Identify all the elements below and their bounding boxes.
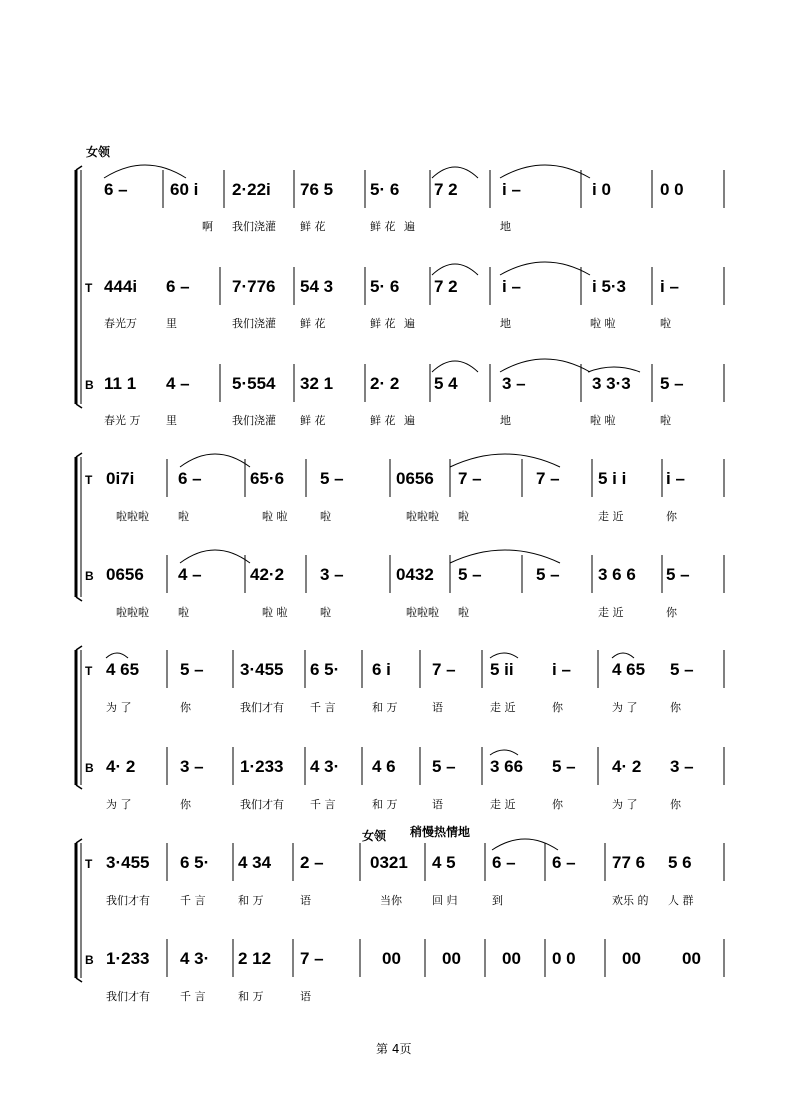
note-group: 6 i (372, 660, 391, 679)
slur (588, 367, 640, 372)
note-group: 5·554 (232, 374, 276, 393)
note-group: 4 3· (310, 757, 340, 776)
note-group: 00 (442, 949, 461, 968)
note-group: 7 – (458, 469, 482, 488)
note-group: 3 – (180, 757, 204, 776)
lyric-text: 啦 (178, 606, 189, 619)
lyric-text: 当你 (380, 894, 402, 907)
note-group: 00 (502, 949, 521, 968)
lyric-text: 里 (166, 317, 177, 330)
lyric-text: 语 (300, 990, 311, 1003)
lyric-text: 啦 啦 (262, 606, 288, 619)
note-group: 0 0 (552, 949, 576, 968)
slur (612, 653, 634, 658)
note-group: 00 (682, 949, 701, 968)
lyric-text: 你 (670, 701, 681, 714)
note-group: 2 12 (238, 949, 272, 968)
system-bracket-hook (76, 597, 82, 601)
note-group: 5 – (536, 565, 560, 584)
lyric-text: 你 (180, 701, 191, 714)
lyric-text: 春光万 (104, 317, 137, 330)
note-group: 1·233 (106, 949, 150, 968)
lyric-text: 里 (166, 414, 177, 427)
note-group: 5 – (458, 565, 482, 584)
lyric-text: 语 (432, 798, 443, 811)
note-group: 0321 (370, 853, 408, 872)
note-group: 11 1 (104, 374, 137, 393)
note-group: 2 – (300, 853, 324, 872)
note-group: 7 – (432, 660, 456, 679)
lyric-text: 走 近 (598, 510, 624, 523)
note-group: 7 2 (434, 277, 458, 296)
note-group: 4 – (178, 565, 202, 584)
lyric-text: 和 万 (238, 894, 264, 907)
note-group: 32 1 (300, 374, 334, 393)
note-group: 7·776 (232, 277, 276, 296)
note-group: 77 6 (612, 853, 646, 872)
lyric-text: 啦 啦 (262, 510, 288, 523)
note-group: 6 – (166, 277, 190, 296)
lyric-text: 啦 (320, 606, 331, 619)
note-group: 0656 (106, 565, 144, 584)
lyric-text: 走 近 (490, 798, 516, 811)
lyric-text: 鲜 花 (370, 317, 396, 330)
note-group: i – (666, 469, 685, 488)
note-group: 3 – (502, 374, 526, 393)
lyric-text: 你 (552, 701, 563, 714)
note-group: 7 – (300, 949, 324, 968)
slur (432, 361, 478, 372)
lyric-text: 我们才有 (106, 894, 150, 907)
system-bracket-hook (76, 166, 82, 170)
slur (180, 550, 250, 563)
note-group: 5 6 (668, 853, 692, 872)
page-footer: 第 4页 (376, 1042, 412, 1056)
note-group: 42·2 (250, 565, 285, 584)
slur (490, 653, 518, 658)
note-group: 7 2 (434, 180, 458, 199)
slur (104, 165, 186, 178)
slur (492, 839, 558, 850)
lyric-text: 你 (666, 606, 677, 619)
lyric-text: 啦 (660, 414, 671, 427)
part-label: B (85, 378, 94, 392)
system-bracket-hook (76, 978, 82, 982)
note-group: 5· 6 (370, 180, 400, 199)
note-group: 2· 2 (370, 374, 400, 393)
note-group: 0656 (396, 469, 434, 488)
lyric-text: 鲜 花 (370, 220, 396, 233)
system-bracket-hook (76, 839, 82, 843)
lyric-text: 和 万 (372, 701, 398, 714)
note-group: 5 – (666, 565, 690, 584)
slur (500, 359, 590, 372)
note-group: i 5·3 (592, 277, 627, 296)
lyric-text: 我们才有 (240, 701, 284, 714)
lyric-text: 千 言 (310, 798, 336, 811)
note-group: 4 3· (180, 949, 210, 968)
note-group: i 0 (592, 180, 611, 199)
part-label: B (85, 953, 94, 967)
system-bracket-hook (76, 404, 82, 408)
note-group: 3 3·3 (592, 374, 631, 393)
lyric-text: 啦 啦 (590, 414, 616, 427)
note-group: 7 – (536, 469, 560, 488)
lyric-text: 我们浇灌 (232, 317, 276, 330)
note-group: 3 66 (490, 757, 524, 776)
lyric-text: 啦啦啦 (406, 606, 439, 619)
note-group: 2·22i (232, 180, 271, 199)
marker-female-lead-1: 女领 (86, 145, 111, 159)
slur (490, 750, 518, 755)
lyric-text: 啦啦啦 (116, 606, 149, 619)
lyric-text: 啦 (320, 510, 331, 523)
note-group: 4 34 (238, 853, 272, 872)
system-bracket-hook (76, 453, 82, 457)
note-group: 76 5 (300, 180, 334, 199)
lyric-text: 为 了 (612, 701, 638, 714)
lyric-text: 语 (300, 894, 311, 907)
note-group: 54 3 (300, 277, 334, 296)
lyric-text: 你 (666, 510, 677, 523)
lyric-text: 啦 (458, 606, 469, 619)
lyric-text: 啊 (202, 220, 213, 233)
lyric-text: 地 (500, 317, 511, 330)
note-group: 5 – (180, 660, 204, 679)
note-group: 4· 2 (106, 757, 136, 776)
part-label: T (85, 281, 93, 295)
lyric-text: 啦啦啦 (116, 510, 149, 523)
note-group: i – (552, 660, 571, 679)
lyric-text: 千 言 (310, 701, 336, 714)
lyric-text: 人 群 (668, 894, 694, 907)
note-group: 5 ii (490, 660, 514, 679)
note-group: 3 6 6 (598, 565, 636, 584)
lyric-text: 地 (500, 414, 511, 427)
note-group: 6 – (552, 853, 576, 872)
note-group: 0 0 (660, 180, 684, 199)
note-group: 6 – (104, 180, 128, 199)
lyric-text: 我们才有 (240, 798, 284, 811)
lyric-text: 遍 (404, 317, 415, 330)
lyric-text: 为 了 (106, 701, 132, 714)
lyric-text: 欢乐 的 (612, 894, 649, 907)
marker-female-lead-2: 女领 (362, 829, 387, 843)
lyric-text: 我们才有 (106, 990, 150, 1003)
marker-tempo: 稍慢热情地 (410, 825, 471, 839)
lyric-text: 到 (492, 894, 503, 907)
lyric-text: 地 (500, 220, 511, 233)
note-group: 5 i i (598, 469, 627, 488)
note-group: i – (502, 180, 521, 199)
lyric-text: 啦啦啦 (406, 510, 439, 523)
lyric-text: 我们浇灌 (232, 414, 276, 427)
note-group: 4 5 (432, 853, 456, 872)
lyric-text: 鲜 花 (370, 414, 396, 427)
lyric-text: 走 近 (598, 606, 624, 619)
lyric-text: 鲜 花 (300, 414, 326, 427)
lyric-text: 和 万 (372, 798, 398, 811)
note-group: 3·455 (106, 853, 150, 872)
lyric-text: 你 (180, 798, 191, 811)
system-bracket-hook (76, 785, 82, 789)
note-group: 5 – (432, 757, 456, 776)
lyric-text: 我们浇灌 (232, 220, 276, 233)
lyric-text: 和 万 (238, 990, 264, 1003)
lyric-text: 遍 (404, 220, 415, 233)
lyric-text: 为 了 (612, 798, 638, 811)
slur (432, 264, 478, 275)
part-label: T (85, 664, 93, 678)
note-group: 6 – (178, 469, 202, 488)
lyric-text: 啦 啦 (590, 317, 616, 330)
system-bracket-hook (76, 646, 82, 650)
note-group: 65·6 (250, 469, 285, 488)
lyric-text: 语 (432, 701, 443, 714)
note-group: 0i7i (106, 469, 135, 488)
note-group: i – (502, 277, 521, 296)
slur (106, 653, 128, 658)
part-label: B (85, 569, 94, 583)
note-group: 5 – (552, 757, 576, 776)
slur (500, 165, 590, 178)
note-group: 3 – (320, 565, 344, 584)
note-group: 3·455 (240, 660, 284, 679)
note-group: 60 i (170, 180, 199, 199)
lyric-text: 千 言 (180, 990, 206, 1003)
note-group: 00 (382, 949, 401, 968)
lyric-text: 千 言 (180, 894, 206, 907)
lyric-text: 啦 (178, 510, 189, 523)
lyric-text: 为 了 (106, 798, 132, 811)
note-group: 5 4 (434, 374, 458, 393)
note-group: 6 – (492, 853, 516, 872)
lyric-text: 啦 (660, 317, 671, 330)
note-group: 1·233 (240, 757, 284, 776)
lyric-text: 你 (552, 798, 563, 811)
slur (180, 454, 250, 467)
note-group: 5 – (320, 469, 344, 488)
lyric-text: 你 (670, 798, 681, 811)
lyric-text: 鲜 花 (300, 220, 326, 233)
lyric-text: 啦 (458, 510, 469, 523)
lyric-text: 鲜 花 (300, 317, 326, 330)
note-group: 5· 6 (370, 277, 400, 296)
slur (432, 167, 478, 178)
note-group: 4 6 (372, 757, 396, 776)
lyric-text: 走 近 (490, 701, 516, 714)
note-group: i – (660, 277, 679, 296)
note-group: 4 – (166, 374, 190, 393)
note-group: 5 – (660, 374, 684, 393)
lyric-text: 回 归 (432, 894, 458, 907)
note-group: 0432 (396, 565, 434, 584)
note-group: 4 65 (612, 660, 646, 679)
note-group: 6 5· (310, 660, 340, 679)
slur (500, 262, 590, 275)
note-group: 5 – (670, 660, 694, 679)
note-group: 4· 2 (612, 757, 642, 776)
slur (450, 550, 560, 563)
note-group: 6 5· (180, 853, 210, 872)
slur (450, 454, 560, 467)
note-group: 3 – (670, 757, 694, 776)
part-label: T (85, 857, 93, 871)
lyric-text: 遍 (404, 414, 415, 427)
note-group: 00 (622, 949, 641, 968)
lyric-text: 春光 万 (104, 414, 141, 427)
part-label: B (85, 761, 94, 775)
note-group: 444i (104, 277, 138, 296)
part-label: T (85, 473, 93, 487)
note-group: 4 65 (106, 660, 140, 679)
